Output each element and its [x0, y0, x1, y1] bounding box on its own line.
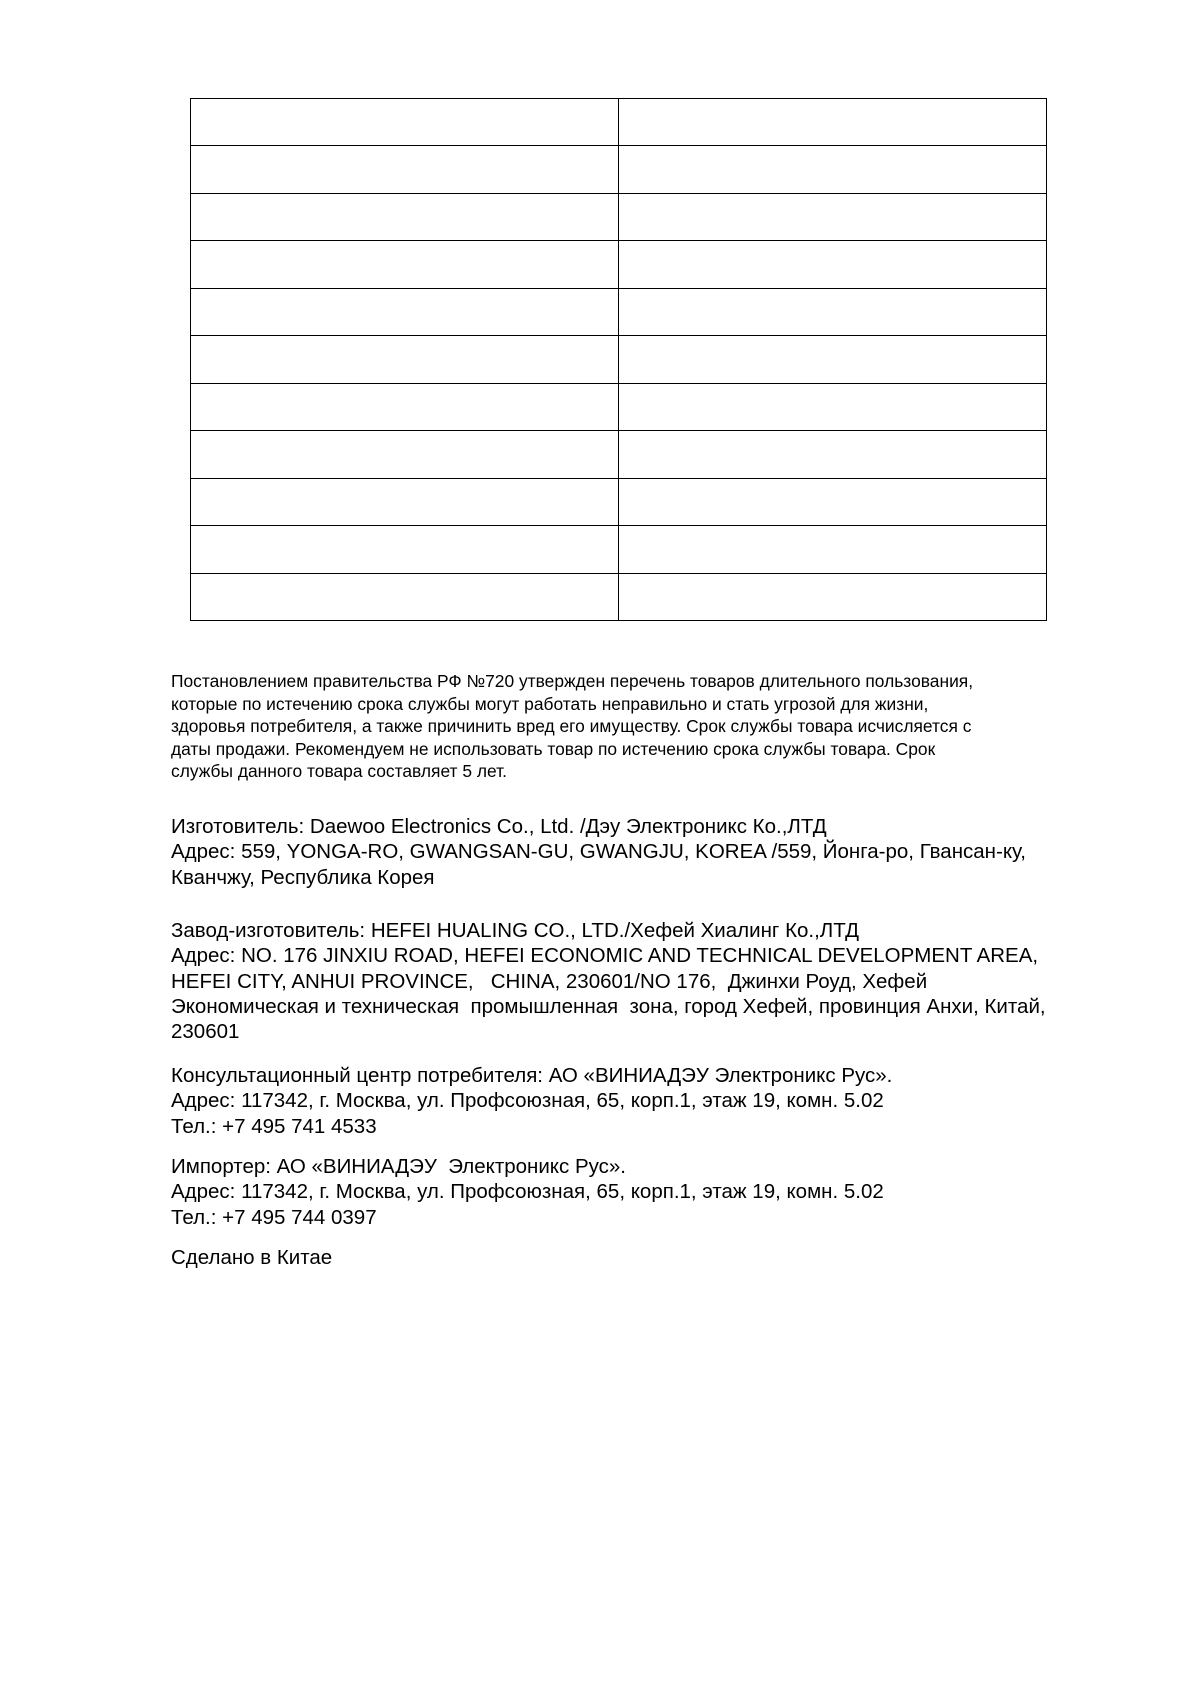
table-cell	[191, 193, 619, 240]
table-cell	[191, 478, 619, 525]
manufacturer-name: Изготовитель: Daewoo Electronics Co., Ltd. /Дэу Электроникс Ко.,ЛТД	[171, 815, 827, 838]
notice-line: службы данного товара составляет 5 лет.	[171, 761, 507, 781]
table-row	[191, 241, 1047, 288]
table-row	[191, 526, 1047, 573]
consult-center-name: Консультационный центр потребителя: АО «ВИНИАДЭУ Электроникс Рус».	[171, 1064, 893, 1087]
manufacturer-block	[171, 814, 1131, 890]
made-in-block	[171, 1245, 1131, 1270]
table-row	[191, 573, 1047, 620]
table-row	[191, 336, 1047, 383]
factory-address-line: HEFEI CITY, ANHUI PROVINCE, CHINA, 230601/NO 176, Джинхи Роуд, Хефей	[171, 969, 928, 993]
factory-address-line: Экономическая и техническая промышленная зона, город Хефей, провинция Анхи, Китай,	[171, 994, 1046, 1018]
table-row	[191, 193, 1047, 240]
table-cell	[619, 241, 1047, 288]
notice-line: которые по истечению срока службы могут работать неправильно и стать угрозой для жизни,	[171, 693, 929, 714]
table-row	[191, 146, 1047, 193]
table-cell	[619, 478, 1047, 525]
table-cell	[619, 526, 1047, 573]
importer-address: Адрес: 117342, г. Москва, ул. Профсоюзная, 65, корп.1, этаж 19, комн. 5.02	[171, 1180, 884, 1204]
table-cell	[191, 241, 619, 288]
table-cell	[619, 431, 1047, 478]
notice-line: даты продажи. Рекомендуем не использовать товар по истечению срока службы товара. Срок	[171, 738, 936, 759]
table-cell	[191, 146, 619, 193]
manufacturer-address-line: Адрес: 559, YONGA-RO, GWANGSAN-GU, GWANGJU, KOREA /559, Йонга-ро, Гвансан-ку,	[171, 840, 1026, 864]
table-cell	[191, 336, 619, 383]
empty-grid-table	[190, 98, 1047, 621]
table-cell	[191, 573, 619, 620]
importer-block	[171, 1154, 1131, 1230]
consult-center-block	[171, 1063, 1131, 1139]
table-cell	[619, 146, 1047, 193]
consult-center-address: Адрес: 117342, г. Москва, ул. Профсоюзная, 65, корп.1, этаж 19, комн. 5.02	[171, 1089, 884, 1113]
table-cell	[191, 431, 619, 478]
factory-address-line: 230601	[171, 1020, 240, 1044]
table-row	[191, 99, 1047, 146]
made-in-label: Сделано в Китае	[171, 1246, 333, 1269]
factory-address-line: Адрес: NO. 176 JINXIU ROAD, HEFEI ECONOMIC AND TECHNICAL DEVELOPMENT AREA,	[171, 944, 1039, 968]
service-life-notice	[171, 670, 1121, 783]
table-cell	[619, 336, 1047, 383]
table-cell	[619, 383, 1047, 430]
notice-line: Постановлением правительства РФ №720 утвержден перечень товаров длительного пользования,	[171, 671, 974, 691]
factory-block	[171, 918, 1131, 1044]
table-cell	[191, 526, 619, 573]
table-cell	[191, 99, 619, 146]
table-cell	[619, 573, 1047, 620]
table-row	[191, 383, 1047, 430]
table-cell	[619, 193, 1047, 240]
grid-body	[191, 99, 1047, 621]
table-cell	[191, 383, 619, 430]
table-row	[191, 478, 1047, 525]
table-row	[191, 288, 1047, 335]
table-cell	[619, 288, 1047, 335]
manufacturer-address-line: Кванчжу, Республика Корея	[171, 865, 435, 889]
consult-center-phone: Тел.: +7 495 741 4533	[171, 1114, 377, 1138]
importer-name: Импортер: АО «ВИНИАДЭУ Электроникс Рус».	[171, 1155, 626, 1178]
table-cell	[619, 99, 1047, 146]
factory-name: Завод-изготовитель: HEFEI HUALING CO., LTD./Хефей Хиалинг Ко.,ЛТД	[171, 919, 859, 942]
importer-phone: Тел.: +7 495 744 0397	[171, 1205, 377, 1229]
notice-line: здоровья потребителя, а также причинить вред его имуществу. Срок службы товара исчисляется с	[171, 716, 972, 736]
table-cell	[191, 288, 619, 335]
table-row	[191, 431, 1047, 478]
